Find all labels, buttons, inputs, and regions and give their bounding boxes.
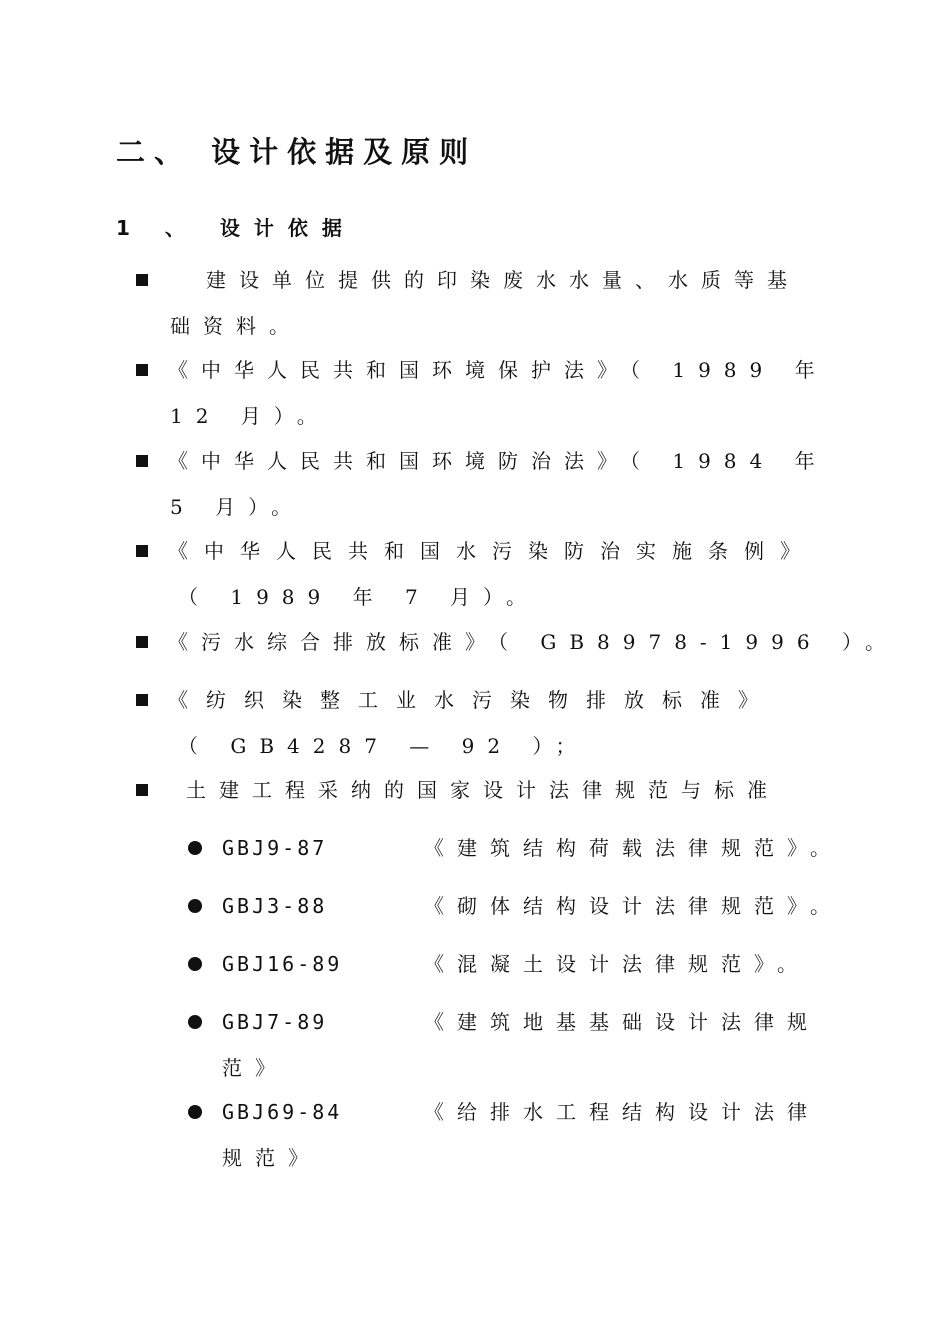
round-bullet-icon: [188, 1015, 202, 1029]
basis-item-line2: 础资料。: [170, 314, 302, 338]
square-bullet-icon: [136, 694, 148, 706]
square-bullet-icon: [136, 364, 148, 376]
standard-code: GBJ16-89: [222, 952, 343, 976]
square-bullet-icon: [136, 274, 148, 286]
round-bullet-icon: [188, 1105, 202, 1119]
basis-item-line1: 土建工程采纳的国家设计法律规范与标准: [186, 778, 780, 802]
square-bullet-icon: [136, 784, 148, 796]
standard-title: 《建筑地基基础设计法律规: [424, 1010, 820, 1034]
basis-item-line1: 建设单位提供的印染废水水量、水质等基: [206, 268, 800, 292]
subsection-heading: 1 、 设计依据: [116, 216, 356, 240]
round-bullet-icon: [188, 841, 202, 855]
basis-item-line2: 12 月）。: [170, 404, 330, 428]
standard-title-continued: 规范》: [222, 1146, 321, 1170]
basis-item-line1: 《中华人民共和国环境保护法》（ 1989 年: [168, 358, 828, 382]
basis-item-line2: （ GB4287 — 92 ）；: [178, 734, 589, 758]
standard-title: 《建筑结构荷载法律规范》。: [424, 836, 843, 860]
standard-title: 《混凝土设计法律规范》。: [424, 952, 810, 976]
square-bullet-icon: [136, 545, 148, 557]
basis-item-line1: 《纺织染整工业水污染物排放标准》: [168, 688, 776, 712]
standard-title: 《给排水工程结构设计法律: [424, 1100, 820, 1124]
section-heading: 二、 设计依据及原则: [116, 135, 478, 169]
standard-code: GBJ9-87: [222, 836, 328, 860]
square-bullet-icon: [136, 636, 148, 648]
round-bullet-icon: [188, 899, 202, 913]
square-bullet-icon: [136, 455, 148, 467]
basis-item-line1: 《中华人民共和国水污染防治实施条例》: [168, 539, 816, 563]
standard-code: GBJ69-84: [222, 1100, 343, 1124]
standard-code: GBJ3-88: [222, 894, 328, 918]
standard-title: 《砌体结构设计法律规范》。: [424, 894, 843, 918]
basis-item-line2: 5 月）。: [170, 495, 305, 519]
standard-code: GBJ7-89: [222, 1010, 328, 1034]
round-bullet-icon: [188, 957, 202, 971]
basis-item-line1: 《污水综合排放标准》（ GB8978-1996 ）。: [168, 630, 898, 654]
standard-title-continued: 范》: [222, 1056, 288, 1080]
basis-item-line2: （ 1989 年 7 月）。: [178, 585, 540, 609]
basis-item-line1: 《中华人民共和国环境防治法》（ 1984 年: [168, 449, 828, 473]
